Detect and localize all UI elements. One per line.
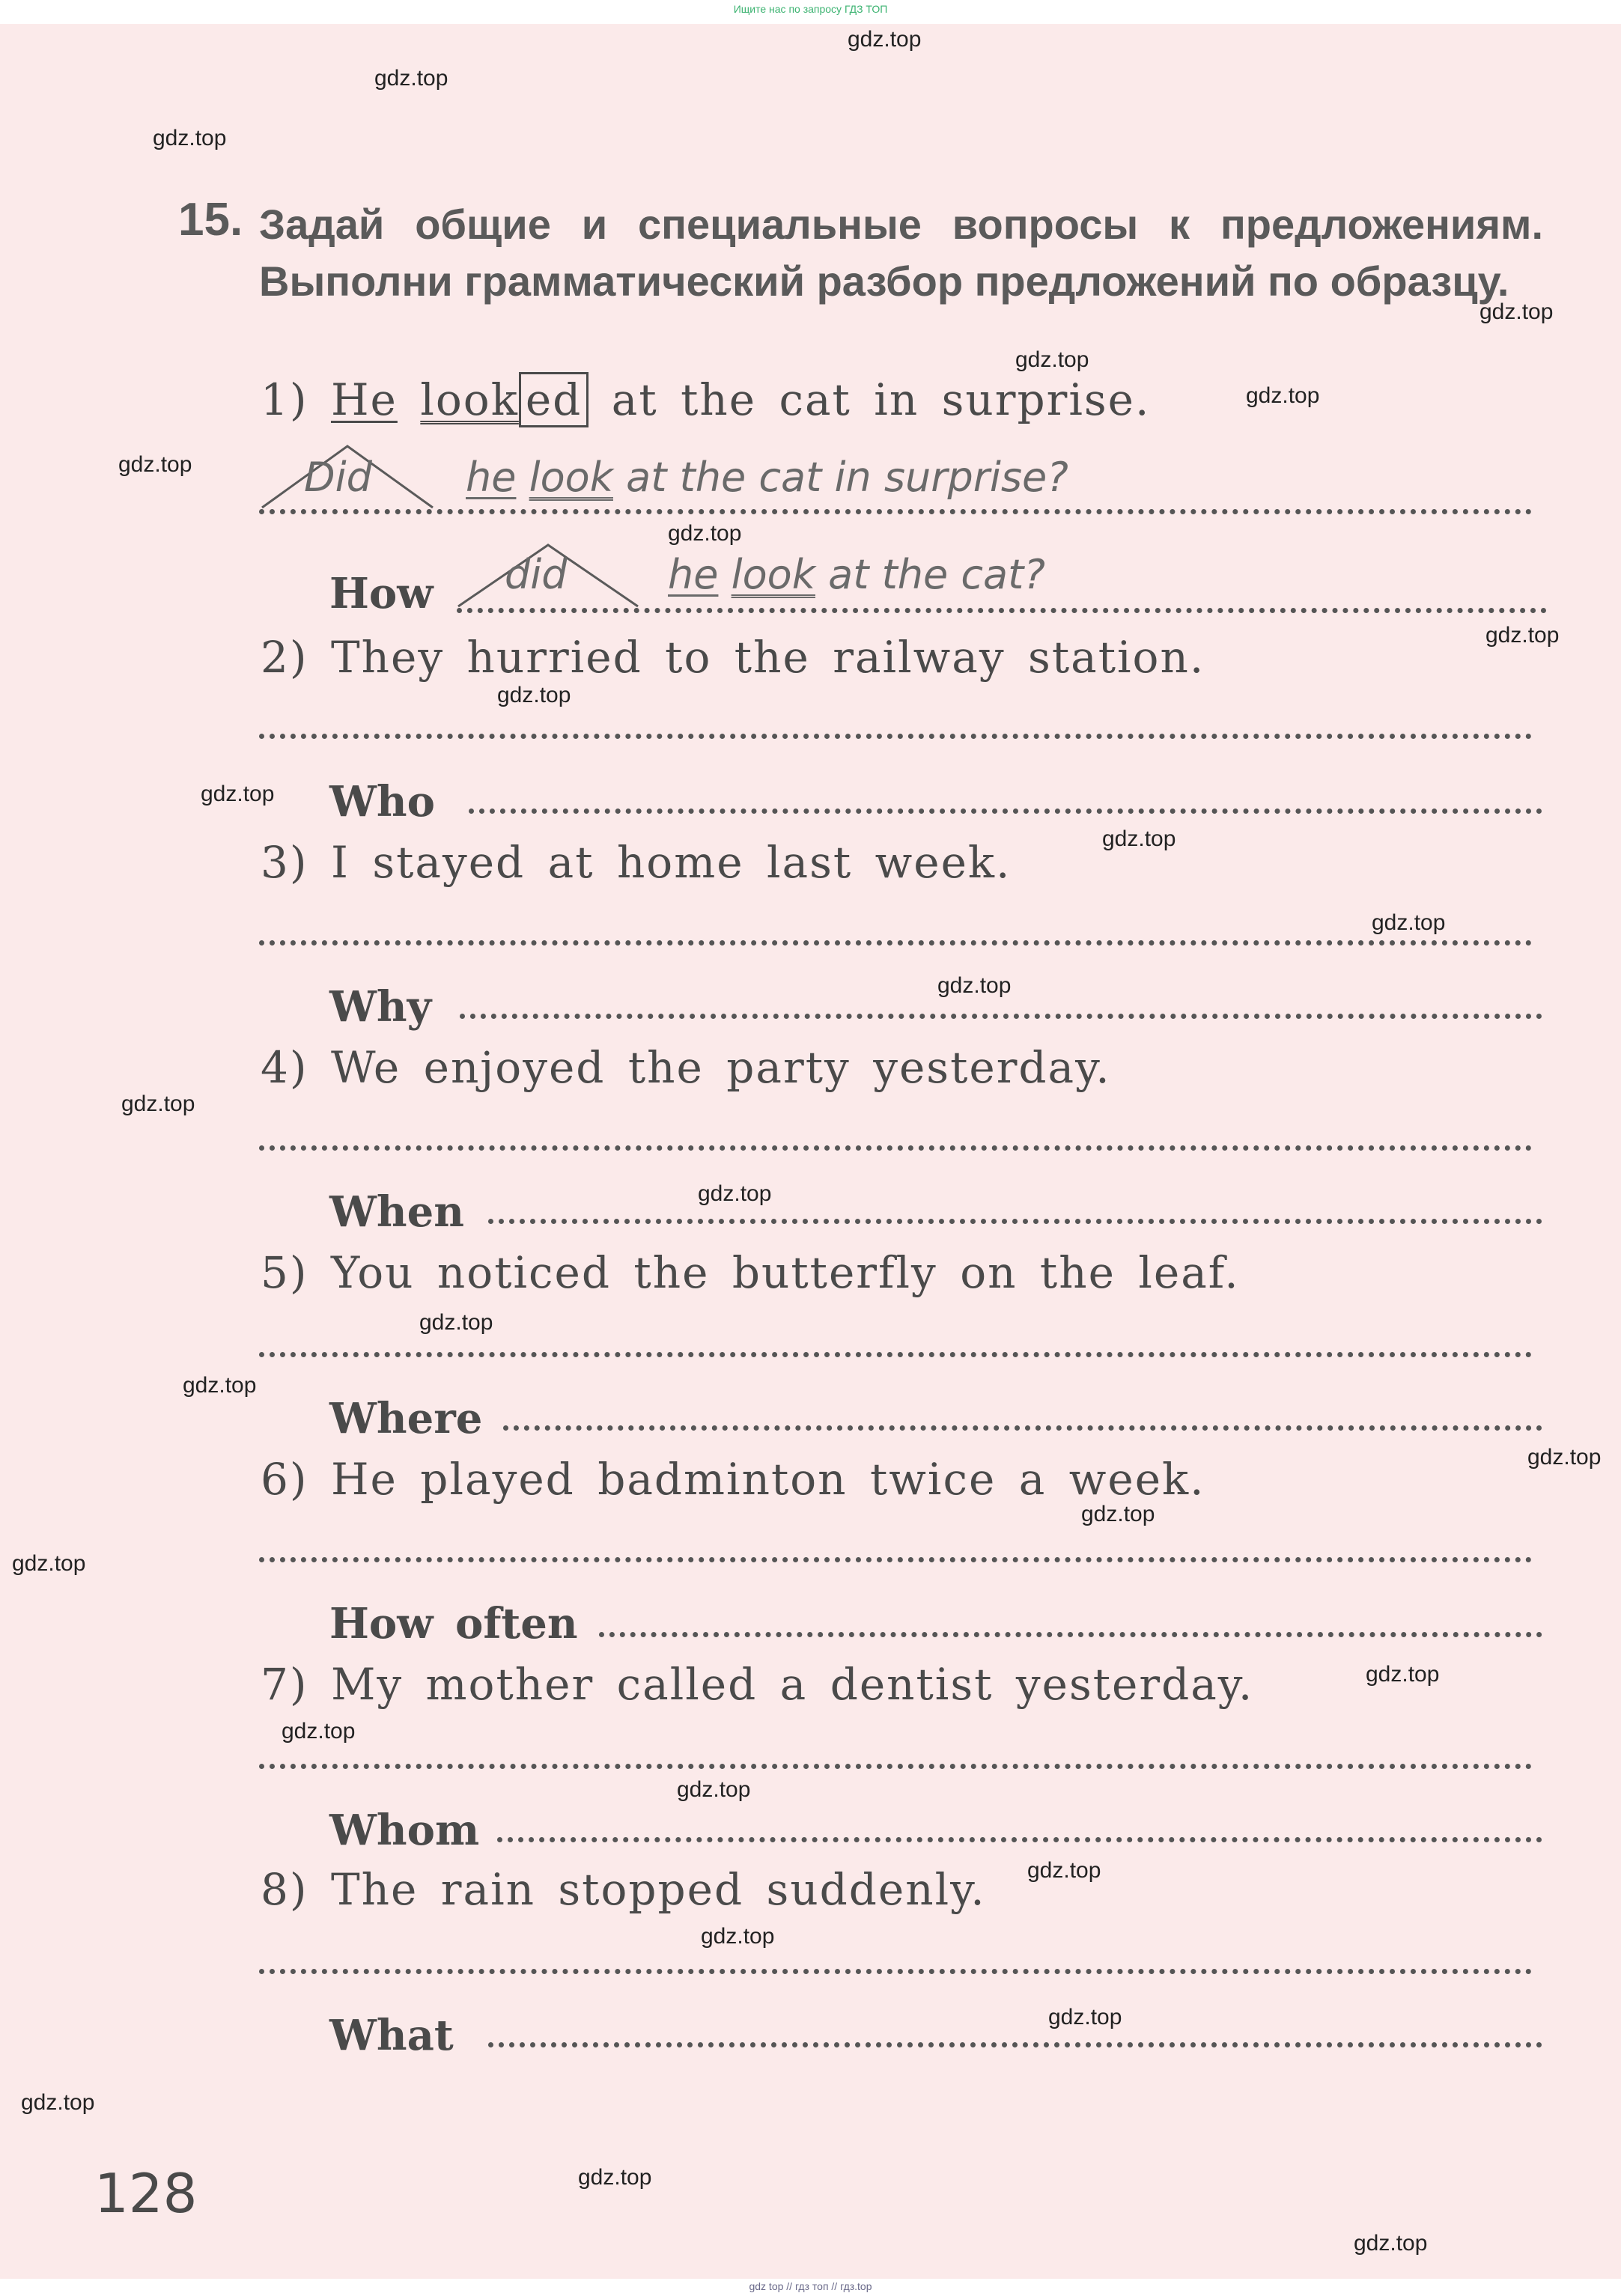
- answer-line[interactable]: [503, 1425, 1542, 1431]
- watermark: gdz.top: [677, 1777, 751, 1802]
- special-question-body: [668, 551, 1045, 598]
- item-sentence: The rain stopped suddenly.: [330, 1864, 986, 1915]
- answer-line[interactable]: [259, 1352, 1532, 1357]
- answer-line[interactable]: [488, 1219, 1542, 1224]
- item-label: 3): [261, 837, 308, 888]
- watermark: gdz.top: [701, 1924, 775, 1949]
- question-word: How often: [329, 1599, 578, 1648]
- answer-line[interactable]: [259, 1764, 1532, 1769]
- item-label: 8): [261, 1864, 308, 1915]
- exercise-sentence: [261, 1454, 1205, 1505]
- answer-line[interactable]: [488, 2042, 1542, 2047]
- example-verb-ending: ed: [519, 372, 589, 427]
- example-label: 1): [261, 374, 308, 425]
- answer-line[interactable]: [259, 734, 1532, 739]
- general-question-aux: Did: [304, 454, 372, 501]
- watermark: gdz.top: [1354, 2231, 1428, 2256]
- item-label: 4): [261, 1042, 308, 1093]
- special-question-verb: look: [731, 551, 815, 598]
- example-verb-stem: look: [420, 374, 519, 425]
- watermark: gdz.top: [183, 1373, 257, 1398]
- item-sentence: You noticed the butterfly on the leaf.: [330, 1247, 1240, 1298]
- general-question-verb: look: [529, 454, 613, 501]
- item-label: 5): [261, 1247, 308, 1298]
- watermark: gdz.top: [1027, 1858, 1101, 1883]
- watermark: gdz.top: [282, 1719, 356, 1744]
- answer-line[interactable]: [599, 1632, 1542, 1637]
- watermark: gdz.top: [497, 683, 571, 707]
- item-label: 7): [261, 1659, 308, 1710]
- exercise-sentence: [261, 1042, 1111, 1093]
- example-rest: at the cat in surprise.: [611, 374, 1151, 425]
- watermark: gdz.top: [848, 27, 922, 52]
- item-sentence: They hurried to the railway station.: [330, 632, 1205, 683]
- general-question-rest: at the cat in surprise?: [626, 454, 1068, 501]
- watermark: gdz.top: [1048, 2005, 1122, 2029]
- watermark: gdz.top: [698, 1181, 772, 1206]
- exercise-sentence: [261, 632, 1205, 683]
- item-label: 6): [261, 1454, 308, 1505]
- watermark: gdz.top: [1527, 1445, 1602, 1470]
- watermark: gdz.top: [121, 1091, 195, 1116]
- example-subject: He: [330, 374, 398, 425]
- special-question-subject: he: [668, 551, 719, 598]
- watermark: gdz.top: [1372, 910, 1446, 935]
- answer-line[interactable]: [460, 1014, 1542, 1019]
- question-word: Who: [329, 777, 435, 826]
- answer-line[interactable]: [259, 940, 1532, 945]
- question-word: When: [329, 1187, 464, 1237]
- watermark: gdz.top: [578, 2165, 652, 2190]
- special-question-word: How: [329, 569, 434, 618]
- watermark: gdz.top: [12, 1551, 86, 1576]
- answer-line[interactable]: [259, 1969, 1532, 1974]
- watermark: gdz.top: [1479, 299, 1554, 324]
- watermark: gdz.top: [1366, 1662, 1440, 1687]
- watermark: gdz.top: [21, 2090, 95, 2115]
- answer-line[interactable]: [259, 1145, 1532, 1151]
- answer-line[interactable]: [259, 1557, 1532, 1562]
- question-word: Why: [329, 982, 432, 1032]
- item-sentence: We enjoyed the party yesterday.: [330, 1042, 1111, 1093]
- workbook-page: [0, 24, 1621, 2279]
- general-question-subject: he: [466, 454, 517, 501]
- exercise-sentence: [261, 1247, 1240, 1298]
- task-instruction: Задай общие и специальные вопросы к предложениям. Выполни грамматический разбор предложений по образцу.: [259, 201, 1543, 305]
- watermark: gdz.top: [1246, 383, 1320, 408]
- watermark: gdz.top: [419, 1310, 493, 1335]
- example-sentence: [261, 374, 1150, 425]
- special-question-rest: at the cat?: [828, 551, 1045, 598]
- watermark: gdz.top: [1081, 1502, 1155, 1526]
- answer-line[interactable]: [497, 1837, 1542, 1842]
- watermark: gdz.top: [118, 452, 192, 477]
- watermark: gdz.top: [1015, 347, 1089, 372]
- item-sentence: I stayed at home last week.: [330, 837, 1012, 888]
- exercise-sentence: [261, 837, 1012, 888]
- watermark: gdz.top: [153, 126, 227, 150]
- page-number: 128: [94, 2162, 198, 2225]
- watermark: gdz.top: [937, 973, 1012, 998]
- answer-line: [457, 608, 1547, 613]
- answer-line[interactable]: [469, 809, 1542, 814]
- item-sentence: My mother called a dentist yesterday.: [330, 1659, 1254, 1710]
- question-word: What: [329, 2011, 454, 2060]
- top-note: Ищите нас по запросу ГДЗ ТОП: [733, 3, 888, 15]
- bottom-note: gdz top // гдз топ // гдз.top: [749, 2280, 872, 2292]
- exercise-sentence: [261, 1864, 986, 1915]
- watermark: gdz.top: [668, 521, 742, 546]
- watermark: gdz.top: [1485, 623, 1560, 648]
- item-label: 2): [261, 632, 308, 683]
- exercise-sentence: [261, 1659, 1253, 1710]
- special-question-aux: did: [505, 551, 568, 598]
- watermark: gdz.top: [374, 66, 448, 91]
- answer-line: [259, 509, 1532, 514]
- general-question-body: [466, 454, 1068, 501]
- question-word: Where: [329, 1394, 483, 1443]
- question-word: Whom: [329, 1806, 480, 1855]
- task-number: 15.: [178, 194, 243, 246]
- watermark: gdz.top: [1102, 826, 1176, 851]
- watermark: gdz.top: [201, 782, 275, 806]
- item-sentence: He played badminton twice a week.: [330, 1454, 1205, 1505]
